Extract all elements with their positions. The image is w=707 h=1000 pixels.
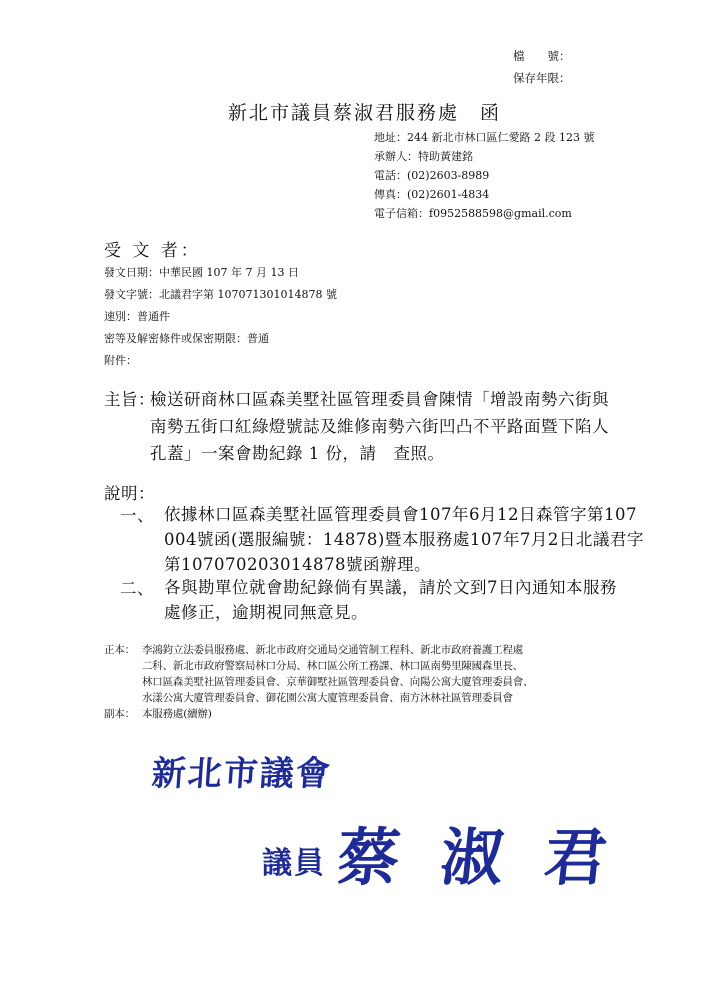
copy-recipients-label: 副本：: [104, 708, 135, 720]
recipient-label: 受 文 者：: [104, 241, 201, 261]
main-recipients: [142, 642, 533, 706]
subject-text: [150, 386, 609, 467]
recipients-line: 林口區森美墅社區管理委員會、京華御墅社區管理委員會、向陽公寓大廈管理委員會、: [142, 676, 534, 688]
speed-field: 速別：普通件: [104, 310, 170, 323]
attachment-field: 附件：: [104, 354, 137, 367]
copy-recipients: 本服務處(續辦): [142, 708, 212, 720]
contact-block: [374, 128, 594, 223]
explanation-item-number: 二、: [120, 579, 154, 598]
fax-line: 傳真：(02)2601-4834: [374, 188, 490, 201]
explanation-line: 第107070203014878號函辦理。: [164, 555, 431, 574]
explanation-line: 各與勘單位就會勘紀錄倘有異議，請於文到7日內通知本服務: [164, 578, 617, 597]
document-fields: [104, 262, 337, 372]
retention-period-label: 保存年限：: [513, 71, 571, 85]
explanation-line: 004號函(選服編號：14878)暨本服務處107年7月2日北議君字: [164, 530, 644, 549]
councilor-title-stamp: 議員: [262, 846, 326, 881]
council-stamp: 新北市議會: [150, 754, 334, 794]
email-line: 電子信箱：f0952588598@gmail.com: [374, 207, 572, 220]
phone-line: 電話：(02)2603-8989: [374, 169, 490, 182]
explanation-line: 處修正，逾期視同無意見。: [164, 603, 368, 622]
handler-line: 承辦人：特助黃建銘: [374, 150, 473, 163]
explanation-item: [164, 502, 644, 577]
subject-line: 檢送研商林口區森美墅社區管理委員會陳情「增設南勢六街與: [150, 390, 609, 409]
security-field: 密等及解密條件或保密期限：普通: [104, 332, 269, 345]
recipients-line: 二科、新北市政府警察局林口分局、林口區公所工務課、林口區南勢里陳國森里長、: [142, 660, 524, 672]
subject-line: 南勢五街口紅綠燈號誌及維修南勢六街凹凸不平路面暨下陷人: [150, 417, 609, 436]
main-recipients-label: 正本：: [104, 644, 135, 656]
recipients-line: 李鴻鈞立法委員服務處、新北市政府交通局交通管制工程科、新北市政府養護工程處: [142, 644, 524, 656]
file-number-label: 檔 號：: [513, 49, 571, 63]
subject-line: 孔蓋」一案會勘紀錄 1 份，請 查照。: [150, 444, 445, 463]
explanation-line: 依據林口區森美墅社區管理委員會107年6月12日森管字第107: [164, 505, 637, 524]
issue-date: 發文日期：中華民國 107 年 7 月 13 日: [104, 266, 299, 279]
explanation-item: [164, 575, 617, 625]
address-line: 地址：244 新北市林口區仁愛路 2 段 123 號: [374, 131, 595, 144]
document-number: 發文字號：北議君字第 107071301014878 號: [104, 288, 337, 301]
recipients-line: 水漾公寓大廈管理委員會、御花園公寓大廈管理委員會、南方沐林社區管理委員會: [142, 692, 513, 704]
subject-label: 主旨：: [104, 390, 155, 409]
explanation-label: 說明：: [104, 484, 155, 503]
document-title: 新北市議員蔡淑君服務處 函: [228, 102, 502, 124]
explanation-item-number: 一、: [120, 506, 154, 525]
councilor-name-stamp: 蔡 淑 君: [333, 821, 621, 894]
